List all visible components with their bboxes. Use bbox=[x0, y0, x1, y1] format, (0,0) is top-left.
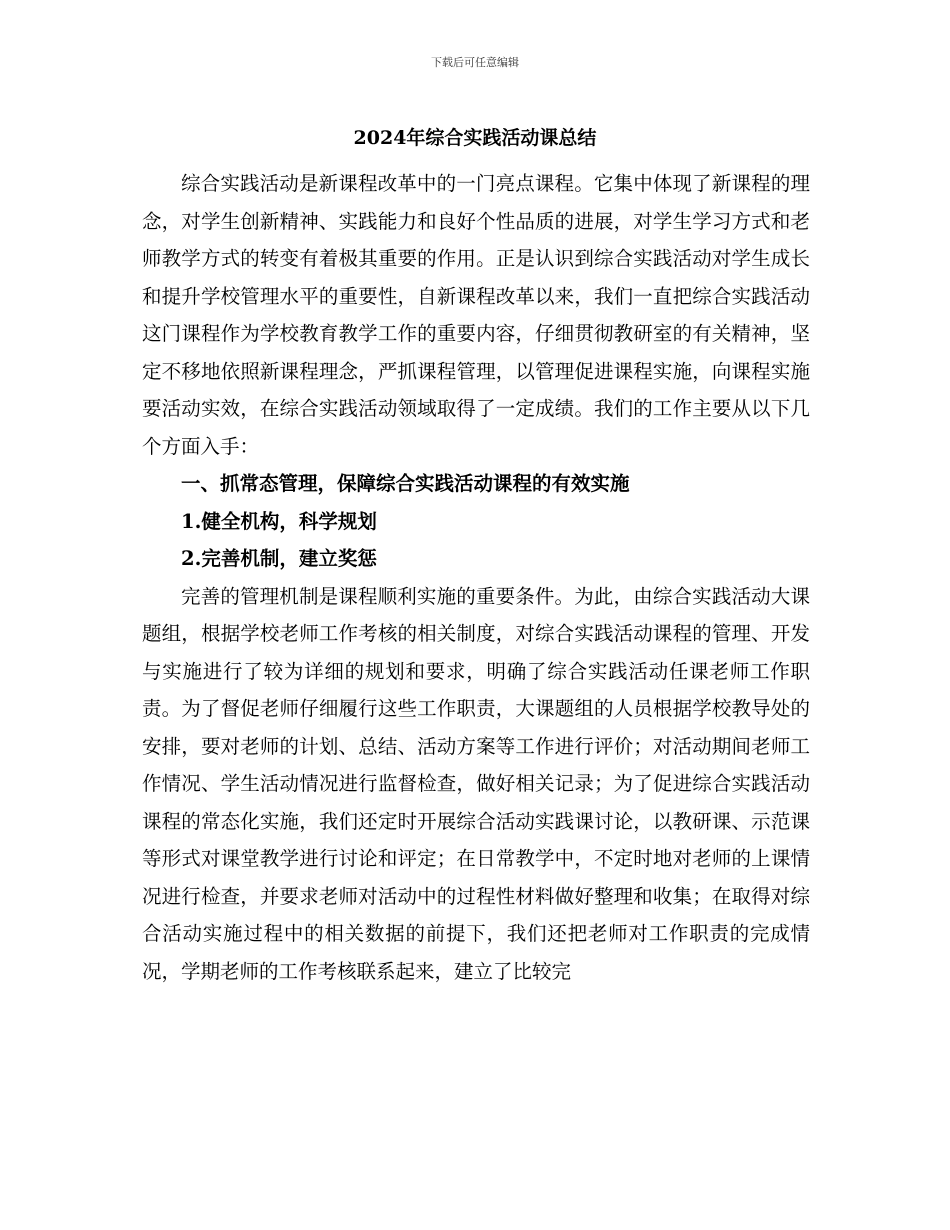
page-header: 下载后可任意编辑 bbox=[431, 56, 519, 69]
subsection-heading-2: 2.完善机制，建立奖惩 bbox=[181, 547, 377, 570]
document-title: 2024年综合实践活动课总结 bbox=[353, 127, 597, 149]
body-paragraph: 完善的管理机制是课程顺利实施的重要条件。为此，由综合实践活动大课题组，根据学校老师工作考核的相关制度，对综合实践活动课程的管理、开发与实施进行了较为详细的规划和要求，明确了综合实践活动任课老师工作职责。为了督促老师仔细履行这些工作职责，大课题组的人员根据学校教导处的安排，要对老师的计划、总结、活动方案等工作进行评价；对活动期间老师工作情况、学生活动情况进行监督检查，做好相关记录；为了促进综合实践活动课程的常态化实施，我们还定时开展综合活动实践课讨论，以教研课、示范课等形式对课堂教学进行讨论和评定；在日常教学中，不定时地对老师的上课情况进行检查，并要求老师对活动中的过程性材料做好整理和收集；在取得对综合活动实施过程中的相关数据的前提下，我们还把老师对工作职责的完成情况，学期老师的工作考核联系起来，建立了比较完 bbox=[142, 584, 810, 983]
intro-paragraph: 综合实践活动是新课程改革中的一门亮点课程。它集中体现了新课程的理念，对学生创新精神、实践能力和良好个性品质的进展，对学生学习方式和老师教学方式的转变有着极其重要的作用。正是认识到综合实践活动对学生成长和提升学校管理水平的重要性，自新课程改革以来，我们一直把综合实践活动这门课程作为学校教育教学工作的重要内容，仔细贯彻教研室的有关精神，坚定不移地依照新课程理念，严抓课程管理，以管理促进课程实施，向课程实施要活动实效，在综合实践活动领域取得了一定成绩。我们的工作主要从以下几个方面入手： bbox=[142, 172, 810, 458]
document-body bbox=[142, 165, 810, 990]
section-heading: 一、抓常态管理，保障综合实践活动课程的有效实施 bbox=[181, 472, 630, 495]
subsection-heading-1: 1.健全机构，科学规划 bbox=[181, 509, 377, 533]
